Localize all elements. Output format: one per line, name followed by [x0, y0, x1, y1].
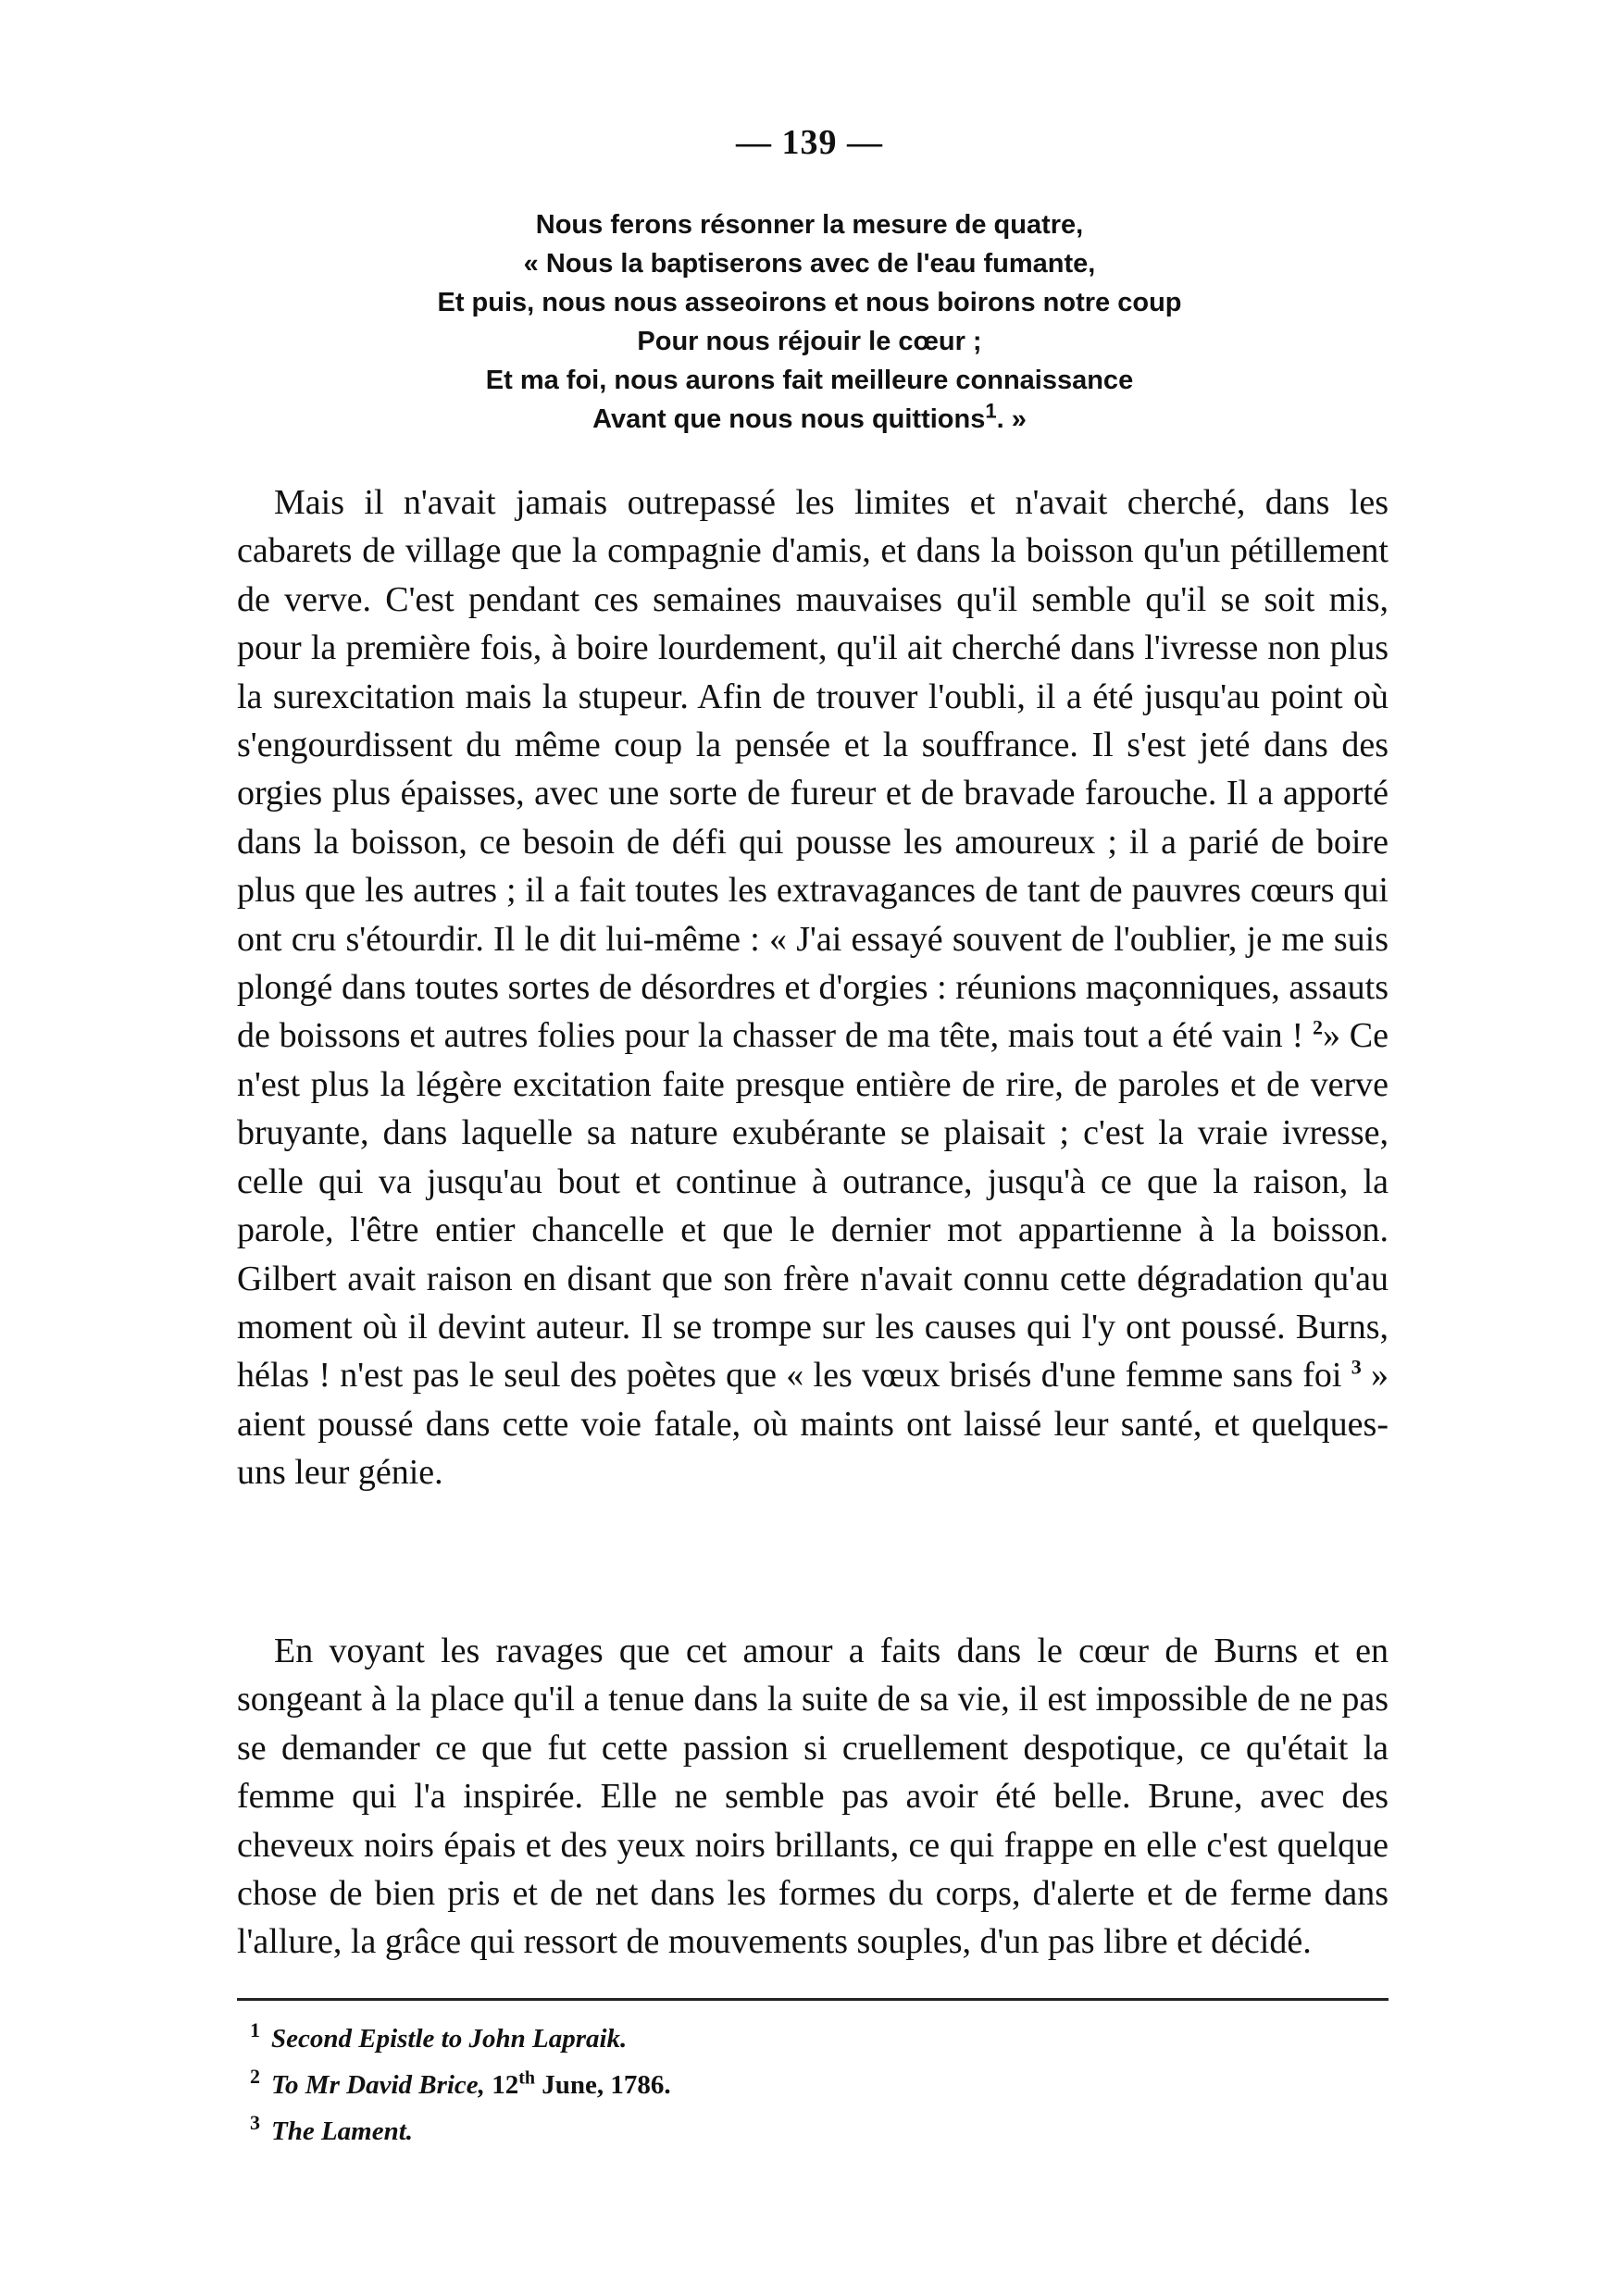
footnote-ref-2: 2 [1312, 1015, 1323, 1039]
footnote-date-day: 12 [492, 2070, 519, 2100]
verse-line-last [0, 400, 1619, 439]
footnote-number: 2 [250, 2065, 260, 2089]
footnote-text: The Lament. [271, 2116, 414, 2146]
footnote-number: 1 [250, 2018, 260, 2042]
verse-line: Et puis, nous nous asseoirons et nous boirons notre coup [437, 288, 1182, 317]
footnote-number: 3 [250, 2111, 260, 2135]
footnote-2 [250, 2062, 1268, 2108]
verse-line: « Nous la baptiserons avec de l'eau fumante, [523, 249, 1096, 279]
verse-line: Nous ferons résonner la mesure de quatre, [535, 210, 1084, 240]
footnote-1 [250, 2016, 1268, 2062]
paragraph-1-text-a: Mais il n'avait jamais outrepassé les limites et n'avait cherché, dans les cabarets de village que la compagnie d'amis, et dans la boisson qu'un pétillement de verve. C'est pendant ces semaines mauvaises qu'il semble qu'il se soit mis, pour la première fois, à boire lourdement, qu'il ait cherché dans l'ivresse non plus la surexcitation mais la stupeur. Afin de trouver l'oubli, il a été jusqu'au point où s'engourdissent du même coup la pensée et la souffrance. Il s'est jeté dans des orgies plus épaisses, avec une sorte de fureur et de bravade farouche. Il a apporté dans la boisson, ce besoin de défi qui pousse les amoureux ; il a parié de boire plus que les autres ; il a fait toutes les extravagances de tant de pauvres cœurs qui ont cru s'étourdir. Il le dit lui-même : « J'ai essayé souvent de l'oublier, je me suis plongé dans toutes sortes de désordres et d'orgies : réunions maçonniques, assauts de boissons et autres folies pour la chasser de ma tête, mais tout a été vain ! [237, 483, 1389, 1056]
footnotes [250, 2016, 1268, 2154]
footnote-3 [250, 2108, 1268, 2154]
footnote-text: To Mr David Brice, [271, 2070, 485, 2100]
paragraph-1 [237, 478, 1389, 1497]
verse-line: Et ma foi, nous aurons fait meilleure connaissance [485, 366, 1134, 395]
paragraph-2: En voyant les ravages que cet amour a faits dans le cœur de Burns et en songeant à la place qu'il a tenue dans la suite de sa vie, il est impossible de ne pas se demander ce que fut cette passion si cruellement despotique, ce qu'était la femme qui l'a inspirée. Elle ne semble pas avoir été belle. Brune, avec des cheveux noirs épais et des yeux noirs brillants, ce qui frappe en elle c'est quelque chose de bien pris et de net dans les formes du corps, d'alerte et de ferme dans l'allure, la grâce qui ressort de mouvements souples, d'un pas libre et décidé. [237, 1632, 1389, 1962]
paragraph-1-text-c: » aient poussé dans cette voie fatale, où maints ont laissé leur santé, et quelques-uns leur génie. [237, 1356, 1389, 1493]
footnote-divider [237, 1998, 1389, 2001]
footnote-text: Second Epistle to John Lapraik. [271, 2024, 628, 2054]
footnote-date-rest: June, 1786. [542, 2070, 671, 2100]
footnote-ref-3: 3 [1351, 1355, 1362, 1379]
verse-close: . » [996, 404, 1027, 434]
verse-block [0, 205, 1619, 439]
footnote-date-suffix: th [518, 2067, 535, 2089]
verse-line-text: Avant que nous nous quittions [592, 404, 986, 434]
page-number: — 139 — [736, 123, 883, 162]
footnote-ref-1: 1 [985, 399, 997, 423]
paragraph-1-text-b: » Ce n'est plus la légère excitation faite presque entière de rire, de paroles et de verve bruyante, dans laquelle sa nature exubérante se plaisait ; c'est la vraie ivresse, celle qui va jusqu'au bout et continue à outrance, jusqu'à ce que la raison, la parole, l'être entier chancelle et que le dernier mot appartienne à la boisson. Gilbert avait raison en disant que son frère n'avait connu cette dégradation qu'au moment où il devint auteur. Il se trompe sur les causes qui l'y ont poussé. Burns, hélas ! n'est pas le seul des poètes que « les vœux brisés d'une femme sans foi [237, 1016, 1389, 1396]
verse-line: Pour nous réjouir le cœur ; [637, 327, 982, 356]
